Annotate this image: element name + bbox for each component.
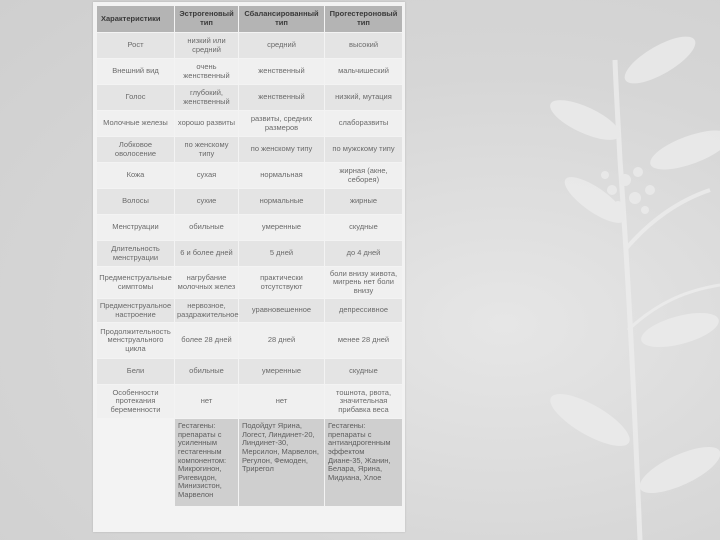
table-cell: менее 28 дней — [325, 323, 403, 359]
table-cell: нет — [175, 385, 239, 419]
row-label-cell: Особенности протекания беременности — [97, 385, 175, 419]
table-cell: умеренные — [239, 215, 325, 241]
table-row — [97, 267, 403, 299]
table-row — [97, 385, 403, 419]
table-cell — [97, 419, 175, 507]
table-cell: развиты, средних размеров — [239, 111, 325, 137]
table-row — [97, 241, 403, 267]
table-cell: боли внизу живота, мигрень нет боли внизу — [325, 267, 403, 299]
header-cell: Прогестероновый тип — [325, 6, 403, 33]
table-cell: мальчишеский — [325, 59, 403, 85]
table-cell: уравновешенное — [239, 299, 325, 323]
table-cell: очень женственный — [175, 59, 239, 85]
header-cell: Эстрогеновый тип — [175, 6, 239, 33]
table-cell: по женскому типу — [175, 137, 239, 163]
table-cell: 28 дней — [239, 323, 325, 359]
table-row-preparations — [97, 419, 403, 507]
table-row — [97, 137, 403, 163]
table-cell: скудные — [325, 359, 403, 385]
table-cell: высокий — [325, 33, 403, 59]
table-cell: скудные — [325, 215, 403, 241]
table-cell: Гестагены: препараты с усиленным гестагенным компонентом: Микрогинон, Ригевидон, Минизистон, Марвелон — [175, 419, 239, 507]
table-cell: нагрубание молочных желез — [175, 267, 239, 299]
table-cell: нет — [239, 385, 325, 419]
table-row — [97, 163, 403, 189]
row-label-cell: Продолжительность менструального цикла — [97, 323, 175, 359]
table-cell: более 28 дней — [175, 323, 239, 359]
table-cell: по мужскому типу — [325, 137, 403, 163]
table-row — [97, 299, 403, 323]
table-cell: нормальная — [239, 163, 325, 189]
hormone-type-table — [96, 5, 403, 507]
table-cell: 6 и более дней — [175, 241, 239, 267]
plant-silhouette-decoration — [390, 0, 720, 540]
table-row — [97, 189, 403, 215]
table-cell: женственный — [239, 85, 325, 111]
table-cell: по женскому типу — [239, 137, 325, 163]
table-cell: нормальные — [239, 189, 325, 215]
table-cell: Гестагены: препараты с антиандрогенным эффектом Диане-35, Жанин, Белара, Ярина, Мидиана, Хлое — [325, 419, 403, 507]
comparison-table-panel — [93, 2, 405, 532]
table-row — [97, 323, 403, 359]
table-cell: средний — [239, 33, 325, 59]
row-label-cell: Длительность менструации — [97, 241, 175, 267]
table-cell: жирные — [325, 189, 403, 215]
table-row — [97, 215, 403, 241]
row-label-cell: Голос — [97, 85, 175, 111]
table-cell: депрессивное — [325, 299, 403, 323]
row-label-cell: Менструации — [97, 215, 175, 241]
table-cell: хорошо развиты — [175, 111, 239, 137]
table-cell: глубокий, женственный — [175, 85, 239, 111]
table-cell: до 4 дней — [325, 241, 403, 267]
row-label-cell: Внешний вид — [97, 59, 175, 85]
table-cell: слаборазвиты — [325, 111, 403, 137]
row-label-cell: Кожа — [97, 163, 175, 189]
table-cell: практически отсутствуют — [239, 267, 325, 299]
table-row — [97, 85, 403, 111]
table-cell: сухая — [175, 163, 239, 189]
table-row — [97, 33, 403, 59]
row-label-cell: Волосы — [97, 189, 175, 215]
table-row — [97, 59, 403, 85]
table-cell: жирная (акне, себорея) — [325, 163, 403, 189]
table-cell: 5 дней — [239, 241, 325, 267]
table-cell: Подойдут Ярина, Логест, Линдинет-20, Линдинет-30, Мерсилон, Марвелон, Регулон, Фемоден, Трирегол — [239, 419, 325, 507]
row-label-cell: Молочные железы — [97, 111, 175, 137]
table-cell: умеренные — [239, 359, 325, 385]
table-cell: сухие — [175, 189, 239, 215]
table-row — [97, 359, 403, 385]
header-cell: Характеристики — [97, 6, 175, 33]
table-cell: тошнота, рвота, значительная прибавка веса — [325, 385, 403, 419]
table-cell: нервозное, раздражительное — [175, 299, 239, 323]
table-cell: низкий, мутация — [325, 85, 403, 111]
table-cell: женственный — [239, 59, 325, 85]
table-cell: обильные — [175, 359, 239, 385]
row-label-cell: Предменструальное настроение — [97, 299, 175, 323]
table-cell: низкий или средний — [175, 33, 239, 59]
table-row — [97, 111, 403, 137]
row-label-cell: Лобковое оволосение — [97, 137, 175, 163]
row-label-cell: Предменструальные симптомы — [97, 267, 175, 299]
table-header-row — [97, 6, 403, 33]
row-label-cell: Рост — [97, 33, 175, 59]
header-cell: Сбалансированный тип — [239, 6, 325, 33]
row-label-cell: Бели — [97, 359, 175, 385]
table-cell: обильные — [175, 215, 239, 241]
